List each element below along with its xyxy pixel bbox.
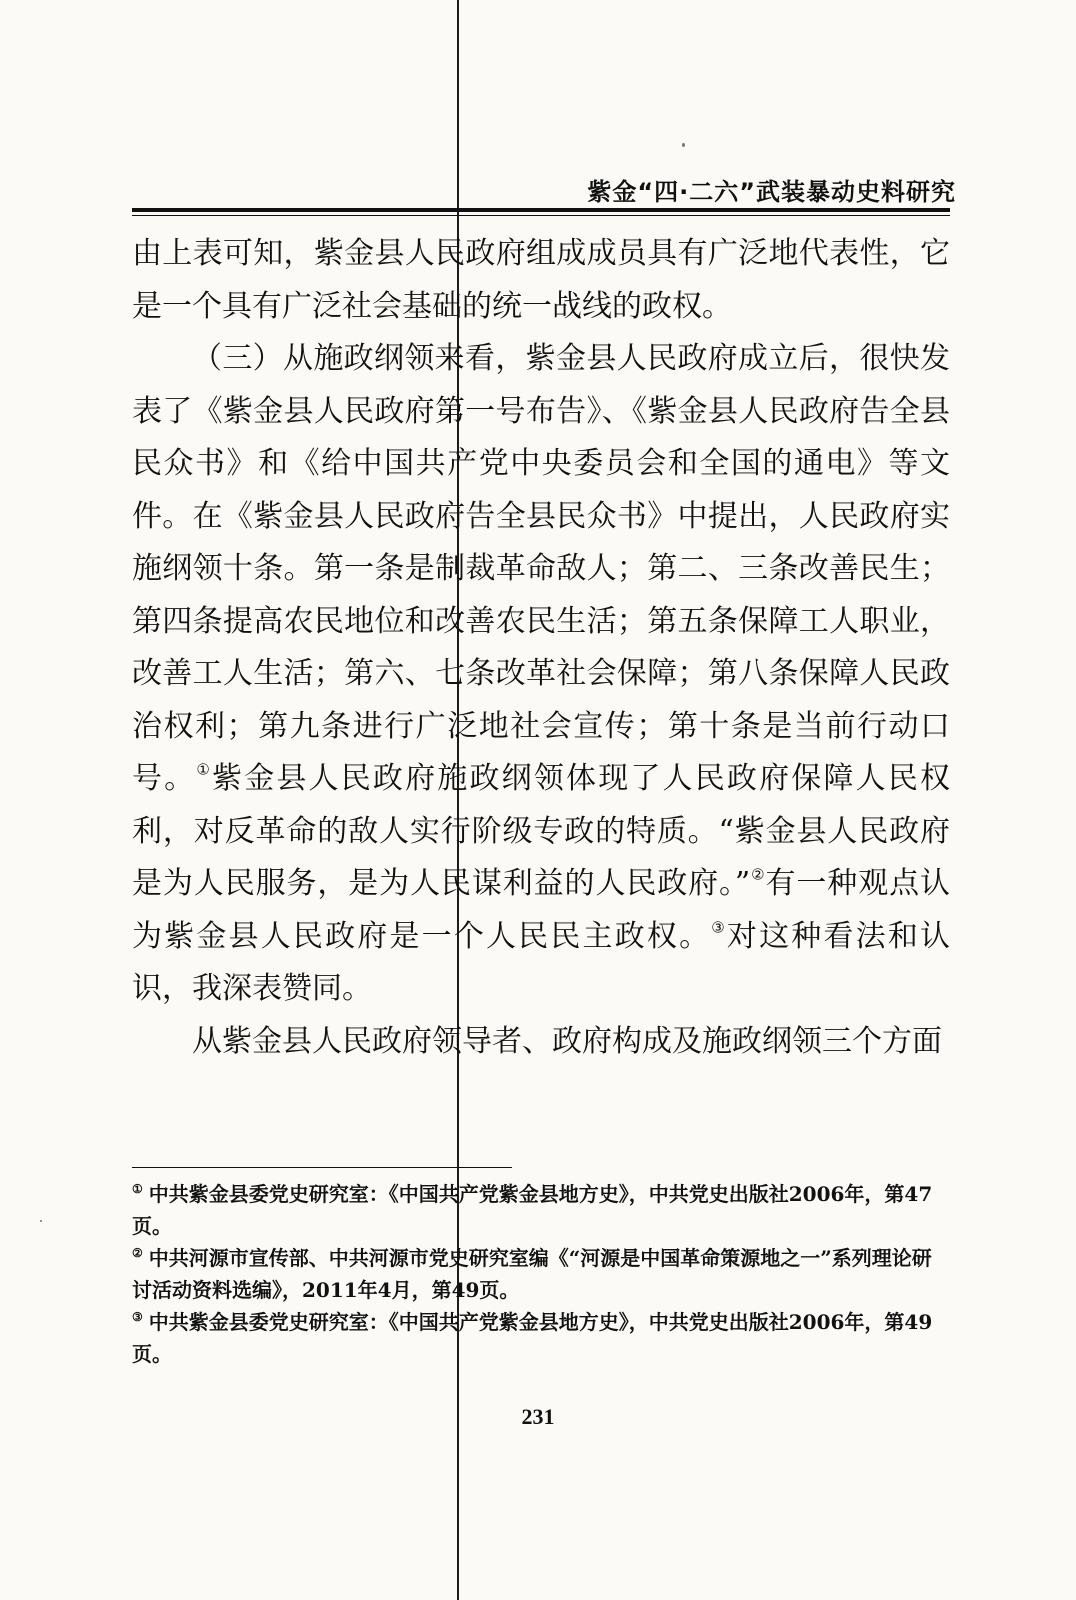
body-paragraph: [132, 1016, 950, 1069]
header-rule-thin: [132, 215, 950, 216]
footnote-text: 中共紫金县委党史研究室：《中国共产党紫金县地方史》，中共党史出版社2006年，第49页。: [132, 1310, 933, 1366]
text-run: 紫金县人民政府施政纲领体现了人民政府保障人民权利，对反革命的敌人实行阶级专政的特质。“紫金县人民政府是为人民服务，是为人民谋利益的人民政府。”: [132, 761, 951, 901]
running-head: 紫金“四·二六”武装暴动史料研究: [587, 178, 956, 206]
body-text: [132, 228, 950, 1068]
header-rule-thick: [132, 208, 950, 212]
body-paragraph: [132, 228, 950, 333]
scan-speck: [40, 1220, 42, 1222]
footnotes: [132, 1178, 950, 1370]
body-paragraph: [132, 333, 950, 1016]
text-run: 由上表可知，紫金县人民政府组成成员具有广泛地代表性，它是一个具有广泛社会基础的统一战线的政权。: [132, 236, 950, 324]
text-run: 对这种看法和认识，我深表赞同。: [132, 918, 951, 1006]
footnote-mark: ①: [132, 1181, 143, 1196]
footnote-mark: ③: [132, 1309, 143, 1324]
footnote-mark: ②: [132, 1245, 143, 1260]
footnote-item: [132, 1242, 950, 1306]
text-run: （三）从施政纲领来看，紫金县人民政府成立后，很快发表了《紫金县人民政府第一号布告》、《紫金县人民政府告全县民众书》和《给中国共产党中央委员会和全国的通电》等文件。在《紫金县人民政府告全县民众书》中提出，人民政府实施纲领十条。第一条是制裁革命敌人；第二、三条改善民生；第四条提高农民地位和改善农民生活；第五条保障工人职业，改善工人生活；第六、七条改革社会保障；第八条保障人民政治权利；第九条进行广泛地社会宣传；第十条是当前行动口号。: [132, 341, 950, 796]
footnote-ref: ①: [196, 760, 213, 779]
text-run: 从紫金县人民政府领导者、政府构成及施政纲领三个方面: [192, 1023, 942, 1059]
text-run: 有一种观点认为紫金县人民政府是一个人民民主政权。: [132, 866, 950, 954]
footnote-item: [132, 1306, 950, 1370]
footnote-text: 中共紫金县委党史研究室：《中国共产党紫金县地方史》，中共党史出版社2006年，第47页。: [132, 1182, 933, 1238]
scan-speck: [682, 143, 685, 147]
footnote-item: [132, 1178, 950, 1242]
footnote-text: 中共河源市宣传部、中共河源市党史研究室编《“河源是中国革命策源地之一”系列理论研讨活动资料选编》，2011年4月，第49页。: [132, 1246, 932, 1302]
page-number: 231: [521, 1404, 555, 1429]
footnote-ref: ②: [750, 865, 766, 884]
footnote-rule: [132, 1167, 512, 1168]
footnote-ref: ③: [711, 918, 727, 936]
